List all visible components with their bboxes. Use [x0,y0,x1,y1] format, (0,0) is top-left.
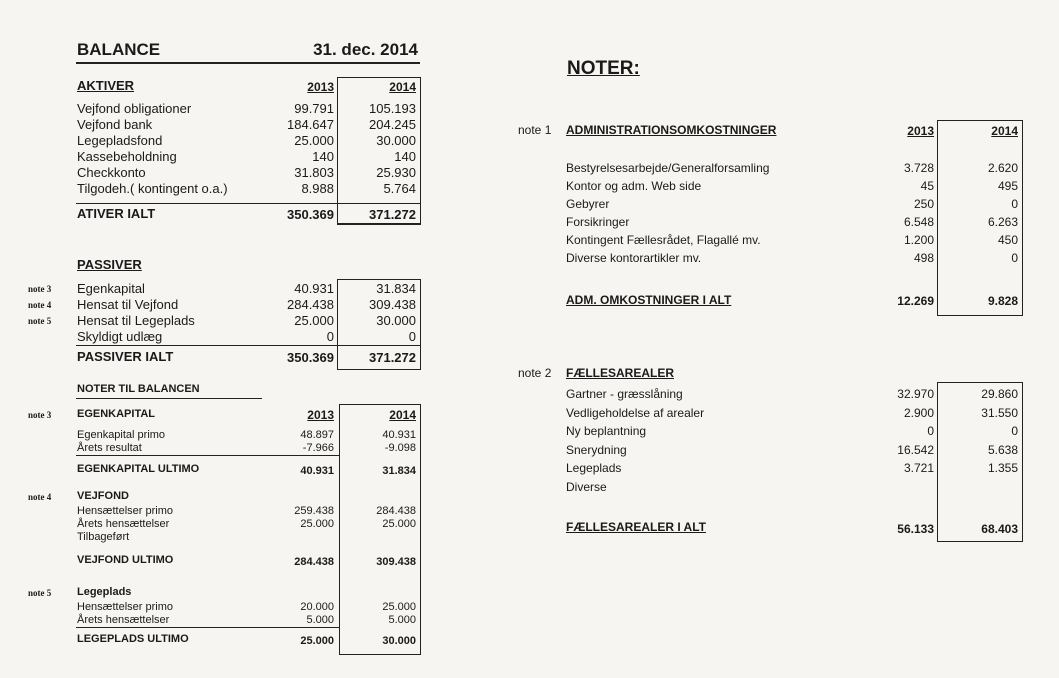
row-value-2013: 2.900 [903,405,934,420]
adm-year-2013: 2013 [907,124,934,138]
row-label: Bestyrelsesarbejde/Generalforsamling [566,161,770,175]
row-value-2014: 0 [1011,197,1018,211]
row-value-2013: 45 [920,179,934,193]
faelles-total-2014: 68.403 [981,522,1018,536]
row-value-2013: 0 [326,329,334,344]
row-value-2013: 32.970 [897,387,934,401]
egenkapital-heading: EGENKAPITAL [77,408,156,420]
row-note-marker: note 3 [28,284,52,294]
row-label: Diverse [566,479,607,494]
note3-marker: note 3 [28,410,52,420]
row-value-2014: 105.193 [369,101,416,116]
legeplads-total-2014: 30.000 [382,635,416,647]
passiver-total-2013: 350.369 [287,350,334,365]
row-label: Legeplads [566,461,622,475]
egenkapital-total-label: EGENKAPITAL ULTIMO [77,463,200,475]
row-label: Legepladsfond [77,133,163,148]
row-value-2013: 184.647 [287,117,334,132]
row-value-2013: 20.000 [300,601,334,613]
row-value-2013: 5.000 [306,614,334,626]
row-label: Snerydning [566,442,627,457]
row-label: Tilbageført [77,531,130,543]
adm-total-2014: 9.828 [987,294,1018,308]
row-value-2014: 284.438 [376,505,416,517]
row-value-2014: 6.263 [987,215,1018,229]
passiver-total-label: PASSIVER IALT [77,349,174,364]
aktiver-total-label: ATIVER IALT [77,206,156,221]
row-value-2014: 5.638 [987,442,1018,457]
row-value-2013: 259.438 [294,505,334,517]
legeplads-total-label: LEGEPLADS ULTIMO [77,633,189,645]
subtotal-rule [76,455,340,456]
row-value-2013: 250 [913,197,934,211]
row-value-2013: 284.438 [287,297,334,312]
row-label: Årets hensættelser [77,614,170,626]
row-label: Årets resultat [77,442,142,454]
balance-date: 31. dec. 2014 [313,40,418,59]
row-label: Vedligeholdelse af arealer [566,405,705,420]
title-rule [76,62,420,64]
row-label: Ny beplantning [566,424,647,438]
row-label: Hensættelser primo [77,601,173,613]
row-label: Vejfond obligationer [77,101,192,116]
note4-marker: note 4 [28,492,52,502]
passiver-heading: PASSIVER [77,257,142,272]
faelles-heading: FÆLLESAREALER [566,366,674,380]
row-label: Checkkonto [77,165,146,180]
row-value-2013: 3.721 [903,461,934,475]
row-label: Tilgodeh.( kontingent o.a.) [77,181,228,196]
row-value-2014: 30.000 [376,133,416,148]
note2-marker: note 2 [518,366,552,380]
noter-title: NOTER: [567,58,640,79]
passiver-total-rule [76,345,420,346]
row-label: Diverse kontorartikler mv. [566,251,702,265]
row-value-2013: 0 [927,424,934,438]
aktiver-total-rule [76,203,420,204]
aktiver-year-2014: 2014 [389,80,416,94]
noter-balance-heading: NOTER TIL BALANCEN [77,383,200,395]
row-value-2013: 498 [913,251,934,265]
row-value-2013: 8.988 [301,181,334,196]
row-value-2013: 31.803 [294,165,334,180]
aktiver-total-underline [337,223,420,224]
row-note-marker: note 4 [28,300,52,310]
aktiver-year-2013: 2013 [307,80,334,94]
faelles-total-2013: 56.133 [897,522,934,536]
adm-total-label: ADM. OMKOSTNINGER I ALT [566,293,732,307]
row-label: Gebyrer [566,197,610,211]
row-value-2014: 495 [997,179,1018,193]
row-value-2013: 1.200 [903,233,934,247]
row-label: Hensat til Legeplads [77,313,195,328]
row-value-2014: 309.438 [369,297,416,312]
row-label: Egenkapital [77,281,145,296]
row-value-2014: 31.834 [376,281,416,296]
row-value-2013: -7.966 [302,442,334,454]
row-value-2014: 2.620 [987,161,1018,175]
row-value-2014: -9.098 [384,442,416,454]
row-label: Kontor og adm. Web side [566,179,702,193]
egenkapital-total-2013: 40.931 [300,465,334,477]
vejfond-total-2014: 309.438 [376,556,416,568]
row-value-2014: 5.764 [383,181,416,196]
row-value-2013: 25.000 [294,313,334,328]
row-value-2014: 204.245 [369,117,416,132]
adm-heading: ADMINISTRATIONSOMKOSTNINGER [566,123,777,137]
row-label: Forsikringer [566,215,630,229]
row-label: Skyldigt udlæg [77,329,163,344]
row-value-2014: 30.000 [376,313,416,328]
row-label: Årets hensættelser [77,518,170,530]
row-value-2013: 40.931 [294,281,334,296]
row-value-2013: 6.548 [903,215,934,229]
row-value-2013: 25.000 [300,518,334,530]
row-value-2014: 1.355 [987,461,1018,475]
row-label: Kassebeholdning [77,149,177,164]
row-value-2013: 140 [312,149,334,164]
faelles-total-label: FÆLLESAREALER I ALT [566,520,706,534]
balance-title: BALANCE [77,40,161,59]
row-label: Kontingent Fællesrådet, Flagallé mv. [566,233,761,247]
note1-marker: note 1 [518,123,552,137]
row-value-2013: 48.897 [300,429,334,441]
row-value-2014: 25.000 [382,518,416,530]
vejfond-total-label: VEJFOND ULTIMO [77,554,174,566]
row-value-2014: 25.930 [376,165,416,180]
row-value-2014: 0 [1011,251,1018,265]
aktiver-heading: AKTIVER [77,78,135,93]
egenkapital-total-2014: 31.834 [382,465,416,477]
row-label: Hensat til Vejfond [77,297,179,312]
row-value-2013: 3.728 [903,161,934,175]
passiver-total-2014: 371.272 [369,350,416,365]
note5-marker: note 5 [28,588,52,598]
row-label: Gartner - græsslåning [566,387,683,401]
legeplads-heading: Legeplads [77,586,132,598]
row-label: Hensættelser primo [77,505,173,517]
aktiver-total-2014: 371.272 [369,207,416,222]
row-value-2014: 0 [408,329,416,344]
row-value-2014: 25.000 [382,601,416,613]
row-value-2014: 29.860 [981,387,1018,401]
row-value-2013: 99.791 [294,101,334,116]
vejfond-heading: VEJFOND [77,490,129,502]
egenkapital-year-2013: 2013 [307,408,334,422]
vejfond-total-2013: 284.438 [294,556,334,568]
row-value-2014: 31.550 [981,405,1018,420]
row-value-2013: 25.000 [294,133,334,148]
row-value-2013: 16.542 [897,442,934,457]
legeplads-total-2013: 25.000 [300,635,334,647]
subtotal-rule [76,627,340,628]
row-label: Egenkapital primo [77,429,166,441]
egenkapital-year-2014: 2014 [389,408,416,422]
noter-balance-rule [76,398,262,399]
row-value-2014: 5.000 [388,614,416,626]
adm-year-2014: 2014 [991,124,1018,138]
row-value-2014: 40.931 [382,429,416,441]
row-value-2014: 140 [394,149,416,164]
row-value-2014: 0 [1011,424,1018,438]
row-note-marker: note 5 [28,316,52,326]
row-value-2014: 450 [997,233,1018,247]
adm-total-2013: 12.269 [897,294,934,308]
row-label: Vejfond bank [77,117,153,132]
aktiver-total-2013: 350.369 [287,207,334,222]
